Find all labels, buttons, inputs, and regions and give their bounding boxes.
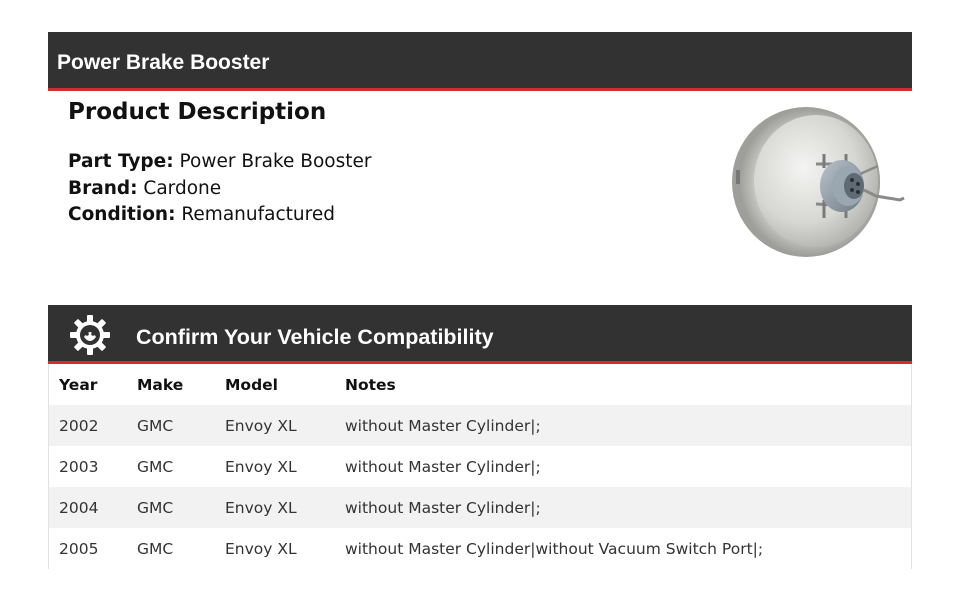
compatibility-heading: Confirm Your Vehicle Compatibility: [136, 325, 494, 349]
compatibility-bar: [48, 305, 912, 364]
cell-notes: without Master Cylinder|;: [345, 457, 541, 476]
cell-model: Envoy XL: [225, 498, 297, 517]
compatibility-table: [48, 364, 912, 569]
table-row: [49, 528, 911, 569]
column-header-make: Make: [137, 375, 184, 394]
cell-notes: without Master Cylinder|;: [345, 416, 541, 435]
cell-notes: without Master Cylinder|;: [345, 498, 541, 517]
cell-notes: without Master Cylinder|without Vacuum Switch Port|;: [345, 539, 764, 558]
table-row: [49, 405, 911, 446]
brake-booster-image: [728, 104, 908, 262]
title-bar: [48, 32, 912, 91]
gear-icon: [68, 313, 112, 357]
cell-year: 2003: [59, 457, 99, 476]
cell-year: 2005: [59, 539, 99, 558]
spec-value: Power Brake Booster: [179, 151, 372, 172]
cell-model: Envoy XL: [225, 457, 297, 476]
cell-model: Envoy XL: [225, 539, 297, 558]
spec-part-type: [68, 149, 372, 176]
spec-value: Remanufactured: [181, 204, 335, 225]
table-row: [49, 446, 911, 487]
spec-value: Cardone: [143, 177, 222, 199]
spec-brand: [68, 176, 372, 203]
product-description: [68, 97, 372, 229]
cell-make: GMC: [137, 498, 174, 517]
page-title: Power Brake Booster: [57, 51, 270, 74]
table-header-row: [49, 364, 911, 405]
column-header-model: Model: [225, 375, 278, 394]
cell-year: 2002: [59, 416, 99, 435]
table-row: [49, 487, 911, 528]
spec-label: Part Type:: [68, 151, 174, 172]
description-heading: Product Description: [68, 99, 327, 125]
cell-year: 2004: [59, 498, 99, 517]
spec-list: [68, 149, 372, 229]
cell-make: GMC: [137, 539, 174, 558]
cell-make: GMC: [137, 457, 174, 476]
spec-label: Brand:: [68, 177, 138, 199]
column-header-year: Year: [59, 375, 98, 394]
spec-label: Condition:: [68, 204, 176, 225]
cell-make: GMC: [137, 416, 174, 435]
column-header-notes: Notes: [345, 375, 396, 394]
cell-model: Envoy XL: [225, 416, 297, 435]
spec-condition: [68, 202, 372, 229]
